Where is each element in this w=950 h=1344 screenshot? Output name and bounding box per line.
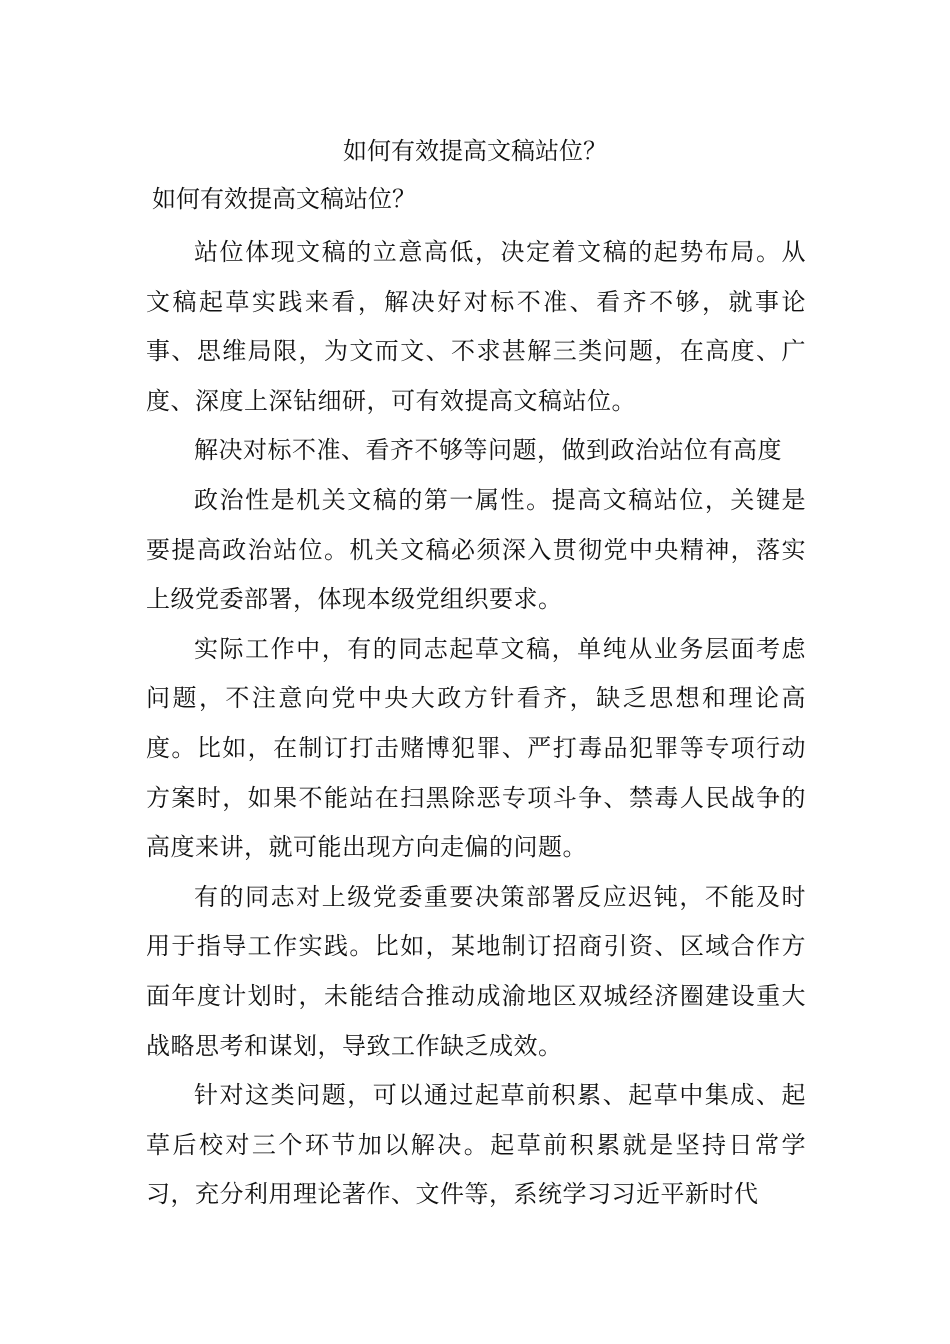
paragraph: 实际工作中，有的同志起草文稿，单纯从业务层面考虑问题，不注意向党中央大政方针看齐，缺乏思想和理论高度。比如，在制订打击赌博犯罪、严打毒品犯罪等专项行动方案时，如果不能站在扫黑除恶专项斗争、禁毒人民战争的高度来讲，就可能出现方向走偏的问题。 [146, 634, 806, 862]
document-subtitle: 如何有效提高文稿站位？ [152, 185, 416, 213]
document-body [146, 228, 806, 1220]
paragraph: 针对这类问题，可以通过起草前积累、起草中集成、起草后校对三个环节加以解决。起草前积累就是坚持日常学习，充分利用理论著作、文件等，系统学习习近平新时代 [146, 1081, 806, 1209]
document-title: 如何有效提高文稿站位？ [343, 137, 607, 165]
section-heading: 解决对标不准、看齐不够等问题，做到政治站位有高度 [194, 436, 782, 465]
paragraph: 有的同志对上级党委重要决策部署反应迟钝，不能及时用于指导工作实践。比如，某地制订招商引资、区域合作方面年度计划时，未能结合推动成渝地区双城经济圈建设重大战略思考和谋划，导致工作缺乏成效。 [146, 882, 806, 1060]
paragraph: 站位体现文稿的立意高低，决定着文稿的起势布局。从文稿起草实践来看，解决好对标不准、看齐不够，就事论事、思维局限，为文而文、不求甚解三类问题，在高度、广度、深度上深钻细研，可有效提高文稿站位。 [146, 238, 806, 415]
paragraph: 政治性是机关文稿的第一属性。提高文稿站位，关键是要提高政治站位。机关文稿必须深入贯彻党中央精神，落实上级党委部署，体现本级党组织要求。 [146, 485, 806, 614]
